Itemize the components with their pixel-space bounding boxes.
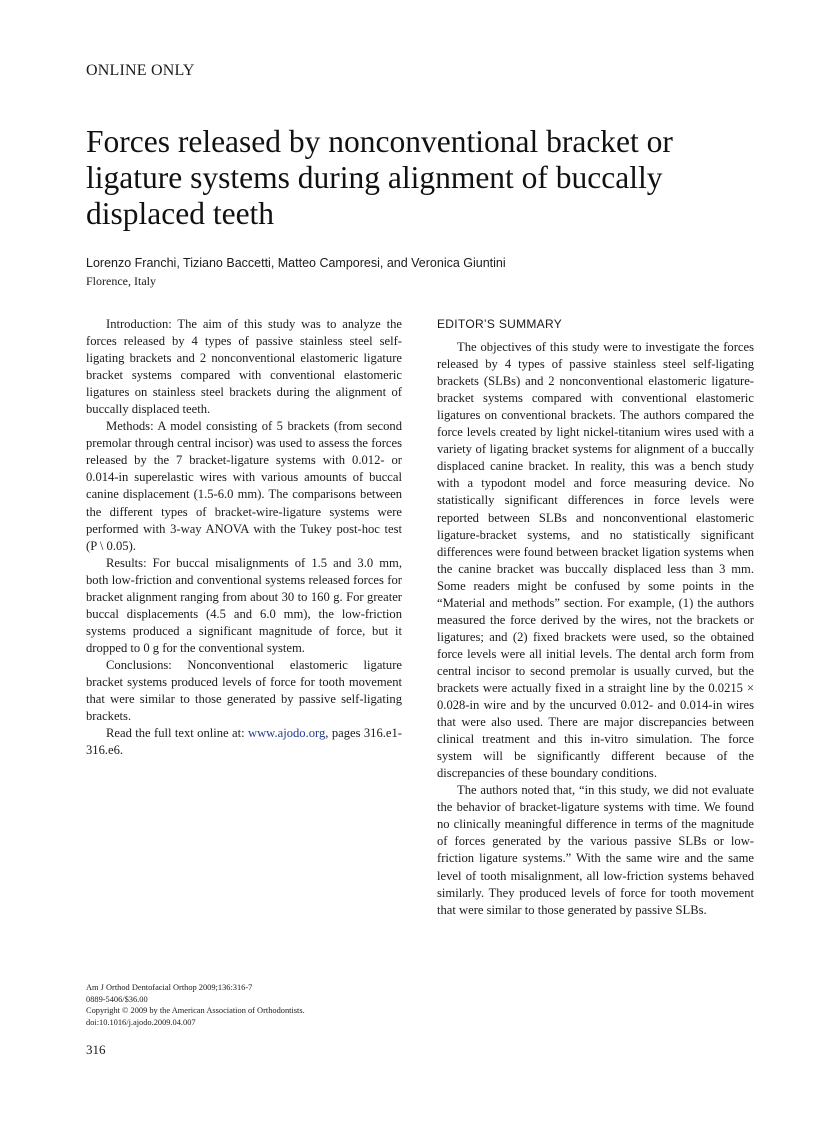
citation: Am J Orthod Dentofacial Orthop 2009;136:316-7 <box>86 983 253 992</box>
read-online-prefix: Read the full text online at: <box>106 726 248 741</box>
abstract-methods: Methods: A model consisting of 5 brackets (from second premolar through central incisor) was used to assess the forces released by the 7 bracket-ligature systems with 0.012- or 0.014-in superelastic wires with various amounts of buccal canine displacement (1.5-6.0 mm). The comparisons between the different types of bracket-wire-ligature systems were performed with 3-way ANOVA with the Tukey post-hoc test (P \ 0.05). <box>86 419 402 553</box>
copyright: Copyright © 2009 by the American Association of Orthodontists. <box>86 1006 305 1016</box>
editors-summary-paragraph-1: The objectives of this study were to investigate the forces released by 4 types of passive stainless steel self-ligating brackets (SLBs) and 2 nonconventional elastomeric ligature-bracket systems compared with conventional elastomeric ligatures on conventional brackets. The authors compared the force levels created by light nickel-titanium wires used with a variety of ligating bracket systems for alignment of a buccally displaced canine bracket. In reality, this was a bench study with a typodont model and force measuring device. No statistically significant differences in force levels were reported between SLBs and nonconventional elastomeric ligature-bracket systems, and no statistically significant differences were found between bracket ligation systems when the canine bracket was buccally displaced less than 3 mm. Some readers might be confused by some points in the “Material and methods” section. For example, (1) the authors measured the force derived by the wires, not the brackets or ligatures; and (2) fixed brackets were used, so the obtained force levels were all initial levels. The dental arch form from central incisor to second premolar is usually curved, but the brackets were actually fixed in a straight line by the 0.0215 × 0.028-in wire and by the uncurved 0.012- and 0.014-in wires that were also used. There are major discrepancies between clinical treatment and this in-vitro simulation. The force system will be significantly different because of the discrepancies of these boundary conditions. <box>437 340 754 781</box>
editors-summary-heading: EDITOR’S SUMMARY <box>437 317 563 331</box>
read-online-note <box>86 725 402 759</box>
author-list: Lorenzo Franchi, Tiziano Baccetti, Matteo Camporesi, and Veronica Giuntini <box>86 256 506 270</box>
abstract-introduction: Introduction: The aim of this study was to analyze the forces released by 4 types of passive stainless steel self-ligating brackets and 2 nonconventional elastomeric ligature bracket systems compared with conventional elastomeric ligatures on stainless steel brackets during the alignment of buccally displaced teeth. <box>86 317 402 417</box>
abstract-conclusions: Conclusions: Nonconventional elastomeric ligature bracket systems produced levels of force for tooth movement that were similar to those generated by passive self-ligating brackets. <box>86 657 402 724</box>
issn-price: 0889-5406/$36.00 <box>86 994 148 1004</box>
publication-footer <box>86 982 406 1028</box>
editors-summary-column <box>437 316 754 919</box>
doi: doi:10.1016/j.ajodo.2009.04.007 <box>86 1017 196 1027</box>
page-number: 316 <box>86 1042 106 1057</box>
section-label: ONLINE ONLY <box>86 62 195 79</box>
article-title: Forces released by nonconventional bracket or ligature systems during alignment of buccally displaced teeth <box>86 124 673 231</box>
affiliation: Florence, Italy <box>86 274 156 288</box>
editors-summary-paragraph-2: The authors noted that, “in this study, we did not evaluate the behavior of bracket-ligature systems with time. We found no clinically meaningful difference in terms of the magnitude of forces generated by the various passive SLBs or low-friction ligature systems.” With the same wire and the same level of tooth misalignment, all low-friction systems behaved similarly. They produced levels of force for tooth movement that were similar to those generated by passive SLBs. <box>437 783 754 917</box>
abstract-results: Results: For buccal misalignments of 1.5 and 3.0 mm, both low-friction and conventional systems released forces for bracket alignment ranging from about 30 to 160 g. For greater buccal displacements (4.5 and 6.0 mm), the low-friction systems produced a significant magnitude of force, but it dropped to 0 g for the conventional system. <box>86 555 402 655</box>
read-online-pages: , pages 316.e1-316.e6. <box>86 726 402 758</box>
journal-link[interactable]: www.ajodo.org <box>247 726 326 741</box>
abstract-column <box>86 316 402 759</box>
